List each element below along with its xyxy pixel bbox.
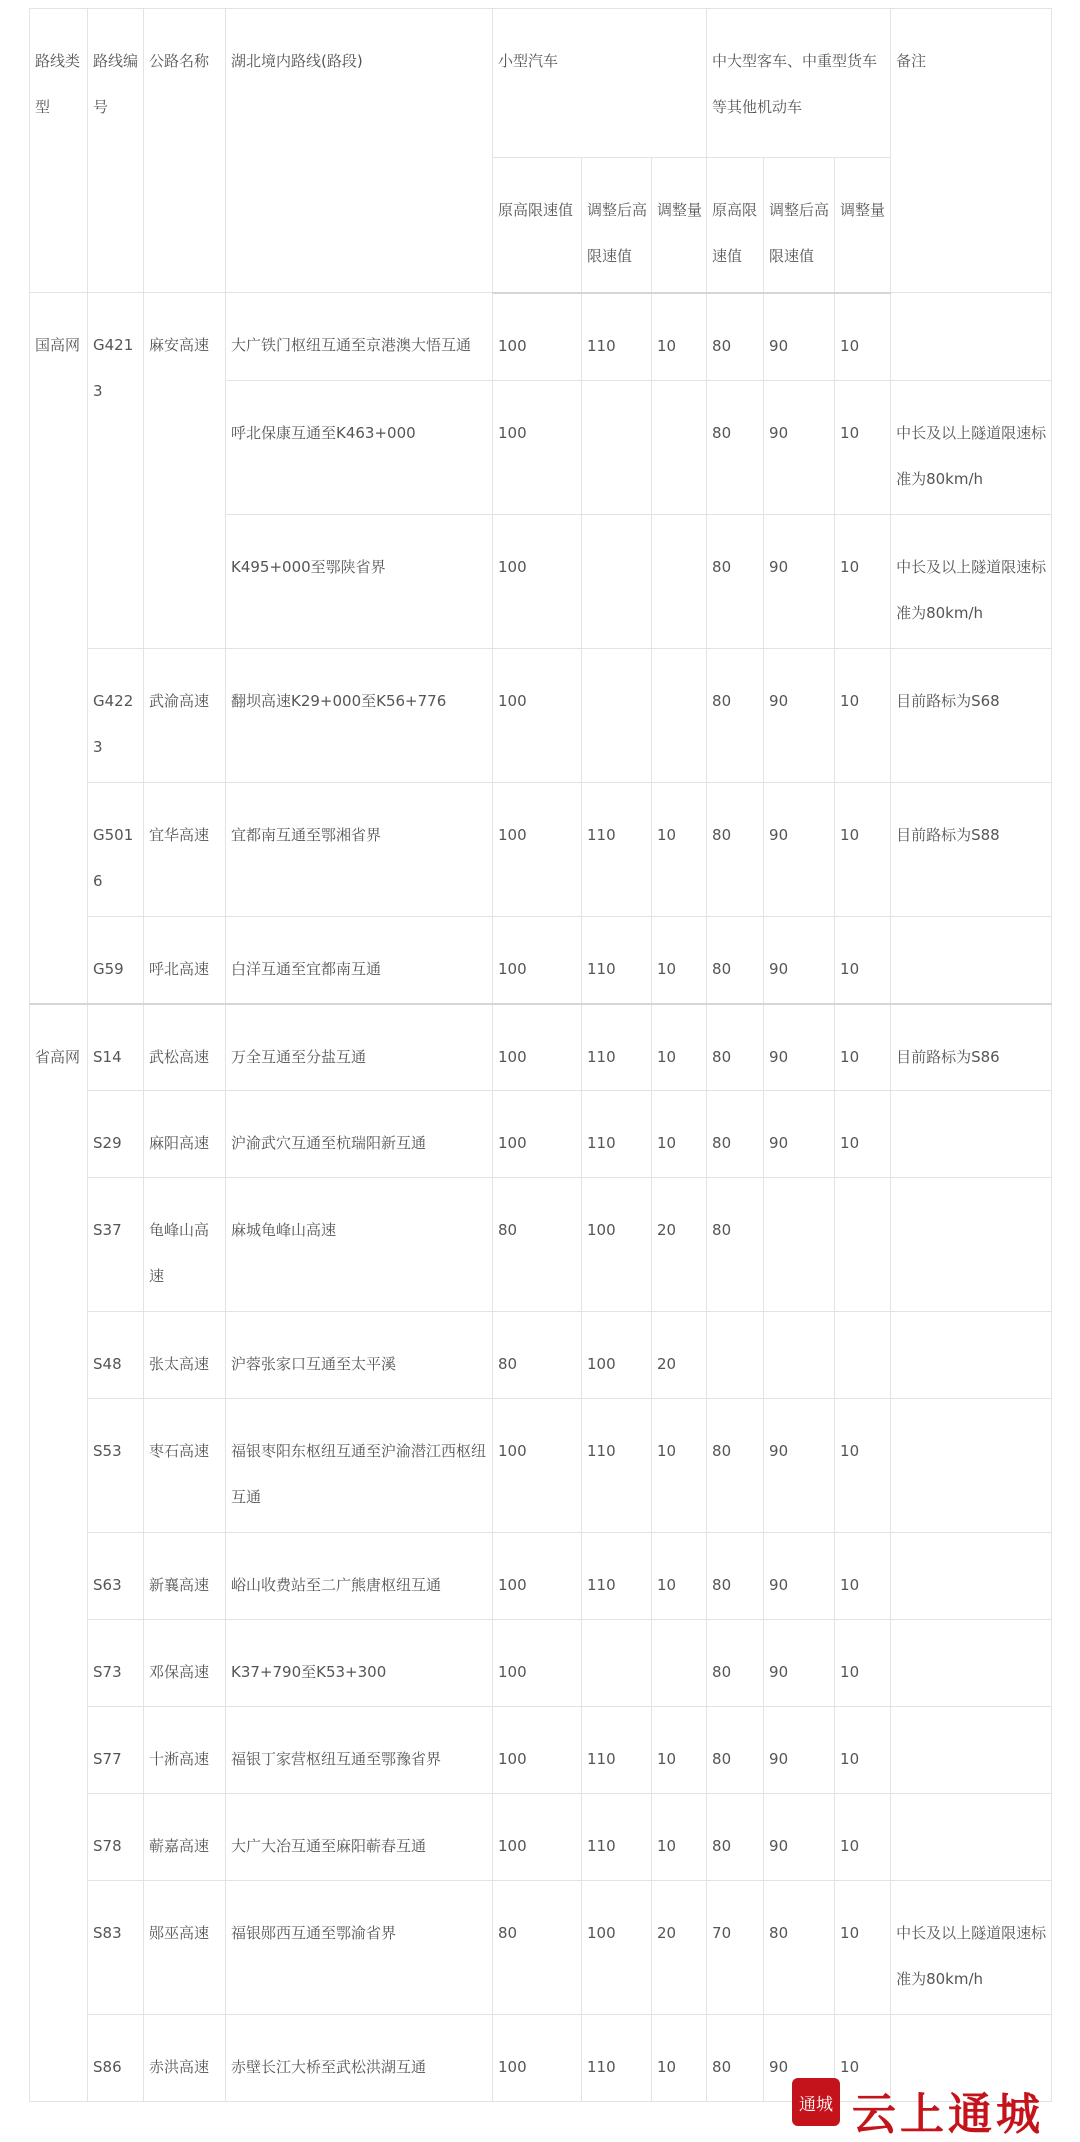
seal-logo bbox=[790, 2076, 842, 2128]
table-row bbox=[30, 1881, 1052, 2015]
cell-road-name: 蕲嘉高速 bbox=[144, 1794, 226, 1881]
cell-large-new: 90 bbox=[764, 1707, 835, 1794]
cell-section: 麻城龟峰山高速 bbox=[226, 1178, 493, 1312]
cell-small-orig: 100 bbox=[493, 293, 582, 381]
cell-small-orig: 100 bbox=[493, 1091, 582, 1178]
cell-large-new: 90 bbox=[764, 1399, 835, 1533]
cell-section: K495+000至鄂陕省界 bbox=[226, 515, 493, 649]
cell-large-new: 80 bbox=[764, 1881, 835, 2015]
cell-large-delta: 10 bbox=[835, 2015, 891, 2102]
cell-section: 沪蓉张家口互通至太平溪 bbox=[226, 1312, 493, 1399]
cell-large-delta: 10 bbox=[835, 515, 891, 649]
cell-small-orig: 100 bbox=[493, 917, 582, 1004]
cell-large-new: 90 bbox=[764, 1533, 835, 1620]
cell-road-name: 呼北高速 bbox=[144, 917, 226, 1004]
cell-section: 大广大冶互通至麻阳蕲春互通 bbox=[226, 1794, 493, 1881]
cell-road-name: 邓保高速 bbox=[144, 1620, 226, 1707]
cell-route-no: G4223 bbox=[88, 649, 144, 783]
cell-large-new bbox=[764, 1178, 835, 1312]
cell-road-name: 赤洪高速 bbox=[144, 2015, 226, 2102]
cell-small-new: 110 bbox=[582, 917, 652, 1004]
cell-small-new: 110 bbox=[582, 1533, 652, 1620]
cell-large-delta: 10 bbox=[835, 1881, 891, 2015]
cell-route-no: S37 bbox=[88, 1178, 144, 1312]
cell-large-orig: 80 bbox=[707, 917, 764, 1004]
cell-small-new: 110 bbox=[582, 2015, 652, 2102]
cell-small-new: 110 bbox=[582, 1091, 652, 1178]
header-route-no: 路线编号 bbox=[88, 9, 144, 293]
cell-section: K37+790至K53+300 bbox=[226, 1620, 493, 1707]
cell-remarks: 目前路标为S68 bbox=[891, 649, 1052, 783]
cell-section: 沪渝武穴互通至杭瑞阳新互通 bbox=[226, 1091, 493, 1178]
cell-remarks: 中长及以上隧道限速标准为80km/h bbox=[891, 381, 1052, 515]
table-row bbox=[30, 1004, 1052, 1091]
cell-remarks: 目前路标为S86 bbox=[891, 1004, 1052, 1091]
cell-route-type: 省高网 bbox=[30, 1004, 88, 2102]
cell-large-orig: 80 bbox=[707, 381, 764, 515]
cell-large-orig: 80 bbox=[707, 1533, 764, 1620]
cell-small-orig: 100 bbox=[493, 515, 582, 649]
cell-large-orig: 80 bbox=[707, 1794, 764, 1881]
cell-large-orig: 80 bbox=[707, 1178, 764, 1312]
cell-route-no: S14 bbox=[88, 1004, 144, 1091]
cell-large-delta: 10 bbox=[835, 1620, 891, 1707]
header-small-orig: 原高限速值 bbox=[493, 158, 582, 293]
cell-small-new: 100 bbox=[582, 1178, 652, 1312]
cell-small-delta bbox=[652, 1620, 707, 1707]
cell-small-orig: 100 bbox=[493, 783, 582, 917]
cell-large-orig: 80 bbox=[707, 649, 764, 783]
header-route-type: 路线类型 bbox=[30, 9, 88, 293]
cell-route-no: S83 bbox=[88, 1881, 144, 2015]
cell-small-orig: 100 bbox=[493, 649, 582, 783]
cell-large-new: 90 bbox=[764, 293, 835, 381]
cell-small-new bbox=[582, 515, 652, 649]
cell-large-new: 90 bbox=[764, 1794, 835, 1881]
header-small-delta: 调整量 bbox=[652, 158, 707, 293]
cell-small-delta bbox=[652, 649, 707, 783]
table-row bbox=[30, 1620, 1052, 1707]
cell-remarks bbox=[891, 1091, 1052, 1178]
cell-small-new bbox=[582, 649, 652, 783]
cell-large-orig: 80 bbox=[707, 293, 764, 381]
cell-large-delta: 10 bbox=[835, 381, 891, 515]
cell-route-no: S73 bbox=[88, 1620, 144, 1707]
cell-large-new bbox=[764, 1312, 835, 1399]
cell-large-orig: 80 bbox=[707, 1091, 764, 1178]
watermark-text: 云上通城 bbox=[852, 2089, 1044, 2140]
cell-small-new: 100 bbox=[582, 1881, 652, 2015]
table-row bbox=[30, 1178, 1052, 1312]
cell-large-delta: 10 bbox=[835, 1091, 891, 1178]
cell-section: 大广铁门枢纽互通至京港澳大悟互通 bbox=[226, 293, 493, 381]
cell-section: 赤壁长江大桥至武松洪湖互通 bbox=[226, 2015, 493, 2102]
cell-route-no: S48 bbox=[88, 1312, 144, 1399]
cell-small-new: 110 bbox=[582, 1399, 652, 1533]
cell-small-new: 100 bbox=[582, 1312, 652, 1399]
header-large-orig: 原高限速值 bbox=[707, 158, 764, 293]
cell-route-no: G59 bbox=[88, 917, 144, 1004]
cell-small-new bbox=[582, 381, 652, 515]
cell-section: 峪山收费站至二广熊唐枢纽互通 bbox=[226, 1533, 493, 1620]
cell-small-orig: 100 bbox=[493, 1707, 582, 1794]
cell-road-name: 武渝高速 bbox=[144, 649, 226, 783]
header-row-1 bbox=[30, 9, 1052, 158]
cell-road-name: 宜华高速 bbox=[144, 783, 226, 917]
header-small-new: 调整后高限速值 bbox=[582, 158, 652, 293]
cell-large-new: 90 bbox=[764, 649, 835, 783]
cell-small-delta: 20 bbox=[652, 1178, 707, 1312]
cell-road-name: 新襄高速 bbox=[144, 1533, 226, 1620]
cell-route-type: 国高网 bbox=[30, 293, 88, 1004]
cell-route-no: S86 bbox=[88, 2015, 144, 2102]
table-row bbox=[30, 1707, 1052, 1794]
cell-small-delta: 10 bbox=[652, 2015, 707, 2102]
cell-remarks bbox=[891, 1178, 1052, 1312]
cell-small-orig: 80 bbox=[493, 1881, 582, 2015]
cell-large-delta: 10 bbox=[835, 917, 891, 1004]
cell-small-delta: 20 bbox=[652, 1881, 707, 2015]
cell-road-name: 麻安高速 bbox=[144, 293, 226, 649]
cell-road-name: 十淅高速 bbox=[144, 1707, 226, 1794]
cell-large-orig: 80 bbox=[707, 1620, 764, 1707]
cell-route-no: G5016 bbox=[88, 783, 144, 917]
cell-small-delta: 10 bbox=[652, 293, 707, 381]
table-row bbox=[30, 783, 1052, 917]
cell-large-new: 90 bbox=[764, 783, 835, 917]
cell-small-delta: 10 bbox=[652, 1794, 707, 1881]
cell-large-orig: 80 bbox=[707, 1399, 764, 1533]
cell-small-new bbox=[582, 1620, 652, 1707]
cell-remarks bbox=[891, 1794, 1052, 1881]
cell-small-orig: 100 bbox=[493, 1399, 582, 1533]
cell-route-no: G4213 bbox=[88, 293, 144, 649]
cell-large-delta: 10 bbox=[835, 1707, 891, 1794]
cell-road-name: 枣石高速 bbox=[144, 1399, 226, 1533]
cell-route-no: S63 bbox=[88, 1533, 144, 1620]
cell-route-no: S77 bbox=[88, 1707, 144, 1794]
cell-small-delta bbox=[652, 381, 707, 515]
cell-small-orig: 100 bbox=[493, 1533, 582, 1620]
cell-large-orig: 70 bbox=[707, 1881, 764, 2015]
cell-large-delta: 10 bbox=[835, 1794, 891, 1881]
cell-large-delta: 10 bbox=[835, 783, 891, 917]
cell-small-new: 110 bbox=[582, 1004, 652, 1091]
table-row bbox=[30, 1533, 1052, 1620]
cell-remarks bbox=[891, 1399, 1052, 1533]
table-row bbox=[30, 1794, 1052, 1881]
cell-remarks: 中长及以上隧道限速标准为80km/h bbox=[891, 515, 1052, 649]
cell-large-delta: 10 bbox=[835, 1533, 891, 1620]
table-row bbox=[30, 1399, 1052, 1533]
cell-large-orig bbox=[707, 1312, 764, 1399]
header-large-new: 调整后高限速值 bbox=[764, 158, 835, 293]
header-small-car: 小型汽车 bbox=[493, 9, 707, 158]
cell-large-orig: 80 bbox=[707, 515, 764, 649]
cell-small-orig: 100 bbox=[493, 2015, 582, 2102]
table-body bbox=[30, 293, 1052, 2102]
cell-large-orig: 80 bbox=[707, 2015, 764, 2102]
cell-section: 福银丁家营枢纽互通至鄂豫省界 bbox=[226, 1707, 493, 1794]
cell-small-delta: 20 bbox=[652, 1312, 707, 1399]
seal-text: 通城 bbox=[799, 2095, 833, 2115]
cell-section: 福银枣阳东枢纽互通至沪渝潜江西枢纽互通 bbox=[226, 1399, 493, 1533]
cell-route-no: S29 bbox=[88, 1091, 144, 1178]
cell-large-delta: 10 bbox=[835, 1004, 891, 1091]
header-large-delta: 调整量 bbox=[835, 158, 891, 293]
cell-small-orig: 100 bbox=[493, 381, 582, 515]
cell-large-new: 90 bbox=[764, 381, 835, 515]
cell-large-new: 90 bbox=[764, 1091, 835, 1178]
cell-large-new: 90 bbox=[764, 1004, 835, 1091]
cell-small-delta: 10 bbox=[652, 783, 707, 917]
cell-remarks bbox=[891, 917, 1052, 1004]
cell-small-new: 110 bbox=[582, 1707, 652, 1794]
cell-road-name: 武松高速 bbox=[144, 1004, 226, 1091]
watermark bbox=[790, 2076, 1080, 2140]
cell-road-name: 龟峰山高速 bbox=[144, 1178, 226, 1312]
table-row bbox=[30, 293, 1052, 381]
cell-large-orig: 80 bbox=[707, 1004, 764, 1091]
cell-small-orig: 80 bbox=[493, 1312, 582, 1399]
cell-small-new: 110 bbox=[582, 293, 652, 381]
header-road-name: 公路名称 bbox=[144, 9, 226, 293]
cell-section: 呼北保康互通至K463+000 bbox=[226, 381, 493, 515]
cell-remarks bbox=[891, 1312, 1052, 1399]
cell-section: 翻坝高速K29+000至K56+776 bbox=[226, 649, 493, 783]
cell-small-delta: 10 bbox=[652, 1004, 707, 1091]
cell-large-delta bbox=[835, 1312, 891, 1399]
cell-small-delta: 10 bbox=[652, 1707, 707, 1794]
cell-section: 宜都南互通至鄂湘省界 bbox=[226, 783, 493, 917]
cell-large-orig: 80 bbox=[707, 783, 764, 917]
cell-small-delta: 10 bbox=[652, 1091, 707, 1178]
speed-limit-table bbox=[29, 8, 1052, 2102]
cell-small-orig: 100 bbox=[493, 1620, 582, 1707]
cell-small-new: 110 bbox=[582, 783, 652, 917]
cell-remarks: 中长及以上隧道限速标准为80km/h bbox=[891, 1881, 1052, 2015]
table-row bbox=[30, 1312, 1052, 1399]
cell-remarks bbox=[891, 293, 1052, 381]
cell-remarks bbox=[891, 1620, 1052, 1707]
cell-route-no: S53 bbox=[88, 1399, 144, 1533]
cell-small-delta bbox=[652, 515, 707, 649]
cell-road-name: 麻阳高速 bbox=[144, 1091, 226, 1178]
cell-section: 福银郧西互通至鄂渝省界 bbox=[226, 1881, 493, 2015]
cell-large-delta: 10 bbox=[835, 1399, 891, 1533]
cell-section: 万全互通至分盐互通 bbox=[226, 1004, 493, 1091]
cell-remarks bbox=[891, 1533, 1052, 1620]
table-row bbox=[30, 649, 1052, 783]
cell-remarks: 目前路标为S88 bbox=[891, 783, 1052, 917]
cell-large-new: 90 bbox=[764, 917, 835, 1004]
header-section: 湖北境内路线(路段) bbox=[226, 9, 493, 293]
cell-small-delta: 10 bbox=[652, 1399, 707, 1533]
header-remarks: 备注 bbox=[891, 9, 1052, 293]
cell-large-orig: 80 bbox=[707, 1707, 764, 1794]
cell-large-delta: 10 bbox=[835, 293, 891, 381]
cell-large-new: 90 bbox=[764, 1620, 835, 1707]
header-large-vehicle: 中大型客车、中重型货车等其他机动车 bbox=[707, 9, 891, 158]
cell-route-no: S78 bbox=[88, 1794, 144, 1881]
cell-small-new: 110 bbox=[582, 1794, 652, 1881]
table-row bbox=[30, 917, 1052, 1004]
cell-remarks bbox=[891, 1707, 1052, 1794]
cell-large-new: 90 bbox=[764, 2015, 835, 2102]
cell-section: 白洋互通至宜都南互通 bbox=[226, 917, 493, 1004]
cell-small-orig: 100 bbox=[493, 1004, 582, 1091]
cell-large-new: 90 bbox=[764, 515, 835, 649]
cell-large-delta bbox=[835, 1178, 891, 1312]
table-row bbox=[30, 1091, 1052, 1178]
cell-road-name: 张太高速 bbox=[144, 1312, 226, 1399]
cell-small-delta: 10 bbox=[652, 917, 707, 1004]
cell-road-name: 郧巫高速 bbox=[144, 1881, 226, 2015]
cell-small-orig: 80 bbox=[493, 1178, 582, 1312]
cell-small-delta: 10 bbox=[652, 1533, 707, 1620]
cell-large-delta: 10 bbox=[835, 649, 891, 783]
cell-small-orig: 100 bbox=[493, 1794, 582, 1881]
